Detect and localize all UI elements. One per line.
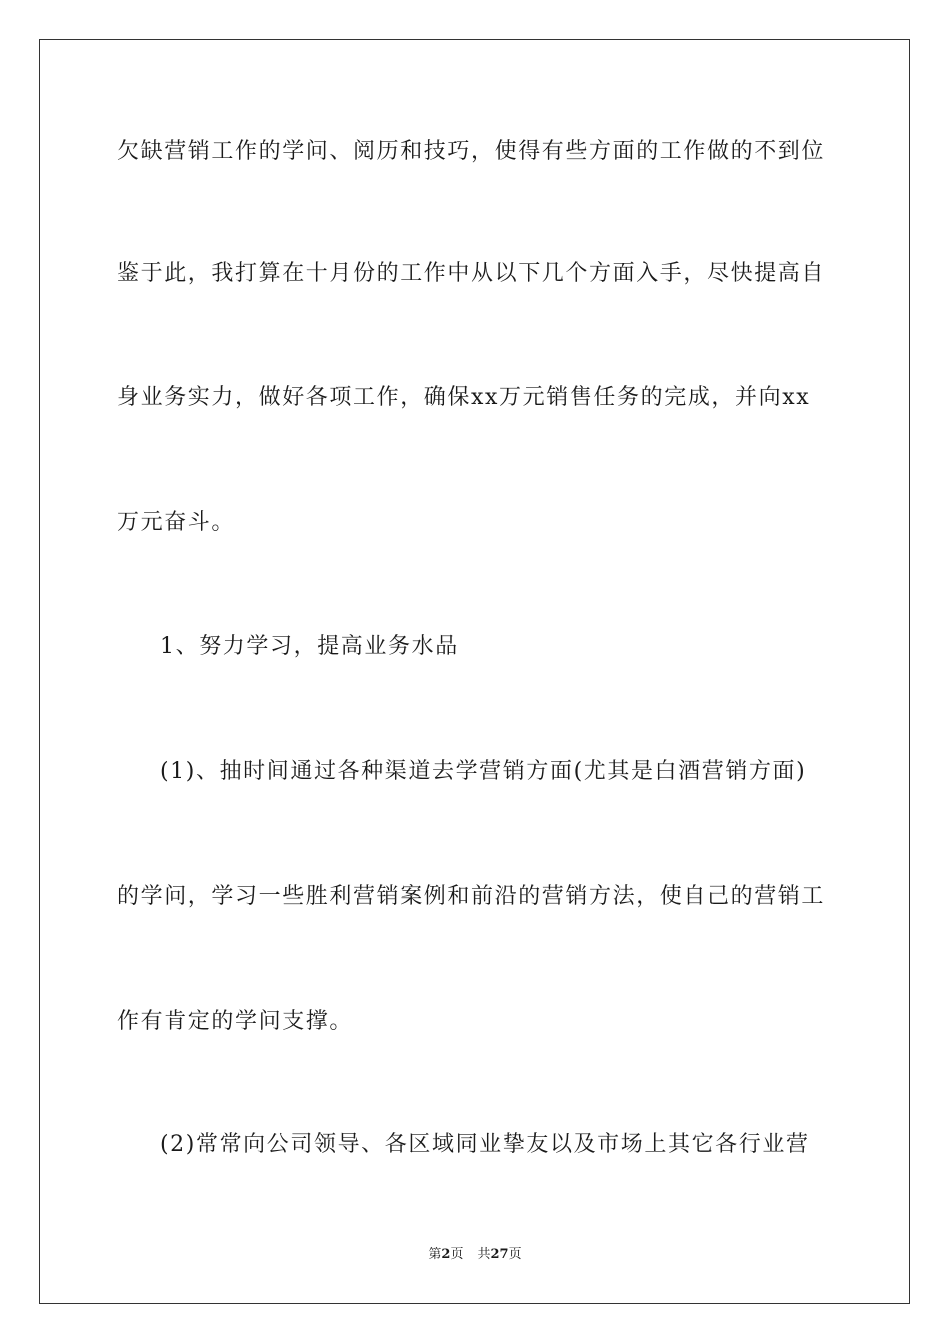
footer-total-suffix: 页	[508, 1247, 522, 1262]
paragraph-line-5: (1)、抽时间通过各种渠道去学营销方面(尤其是白酒营销方面)	[160, 759, 807, 784]
footer-total-prefix: 共	[477, 1247, 491, 1262]
paragraph-line-6: 的学问，学习一些胜利营销案例和前沿的营销方法，使自己的营销工	[117, 884, 826, 909]
paragraph-line-2: 鉴于此，我打算在十月份的工作中从以下几个方面入手，尽快提高自	[117, 261, 826, 286]
paragraph-line-1: 欠缺营销工作的学问、阅历和技巧，使得有些方面的工作做的不到位	[117, 139, 826, 164]
footer-page-suffix: 页	[450, 1247, 464, 1262]
paragraph-line-4: 万元奋斗。	[117, 510, 236, 535]
page-border	[39, 39, 910, 1304]
section-heading-1: 1、努力学习，提高业务水品	[160, 634, 459, 659]
footer-page-number: 2	[441, 1247, 451, 1262]
footer-page-prefix: 第	[428, 1247, 442, 1262]
paragraph-line-3: 身业务实力，做好各项工作，确保xx万元销售任务的完成，并向xx	[117, 385, 811, 410]
footer-total-number: 27	[490, 1247, 509, 1262]
paragraph-line-8: (2)常常向公司领导、各区域同业挚友以及市场上其它各行业营	[160, 1132, 810, 1157]
page-footer	[0, 1246, 950, 1264]
paragraph-line-7: 作有肯定的学问支撑。	[117, 1009, 354, 1034]
